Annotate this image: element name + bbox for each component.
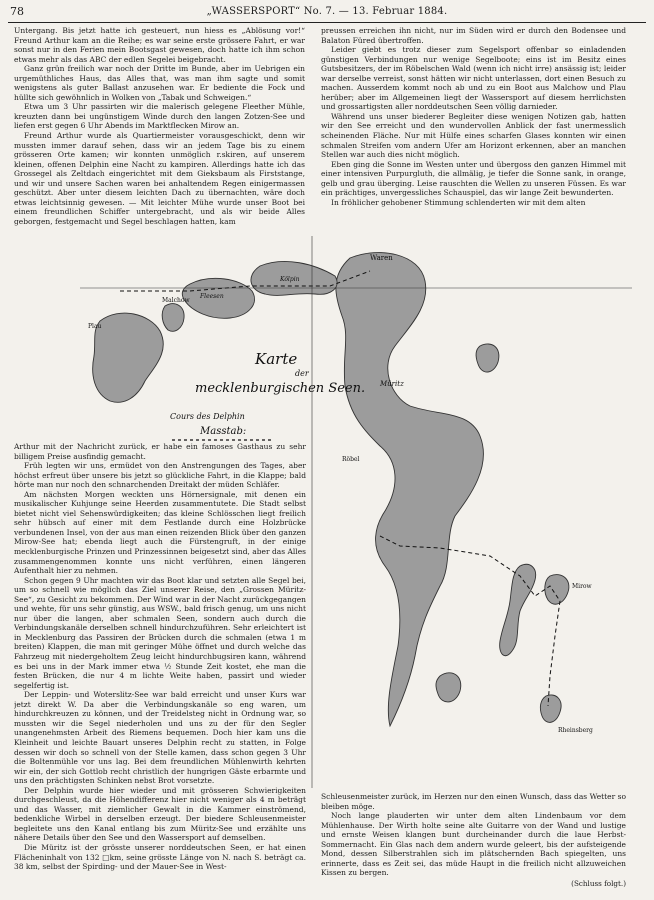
paragraph: Eben ging die Sonne im Westen unter und übergoss den ganzen Himmel mit einer intensiven Purpurgluth, die allmälig, je tiefer die Sonne sank, in orange, gelb und grau überging. Leise rauschten die Wellen zu unseren Füssen. Es war ein prächtiges, unvergessliches Schauspiel, das wir lange Zeit bewunderten. (321, 159, 626, 198)
lake-malchow (162, 304, 184, 332)
column-left-top (14, 26, 305, 234)
paragraph: Der Delphin wurde hier wieder und mit grösseren Schwierigkeiten durchgeschleust, da die Höhendifferenz hier nicht weniger als 4 m beträgt und das Wasser, mit ziemlicher Gewalt in die Kammer einströmend, bedenkliche Wirbel in derselben erzeugt. Der biedere Schleusenmeister begleitete uns den Kanal entlang bis zum Müritz-See und erzählte uns nähere Details über den See und den Wassersport auf demselben. (14, 785, 306, 843)
map-scale-label: Masstab: (200, 426, 247, 437)
lake-small-east (476, 344, 499, 372)
lake-mirow (545, 575, 569, 605)
label-mirow: Mirow (572, 583, 592, 590)
paragraph: Schleusenmeister zurück, im Herzen nur den einen Wunsch, dass das Wetter so bleiben möge. (321, 792, 626, 811)
paragraph: Früh legten wir uns, ermüdet von den Anstrengungen des Tages, aber höchst erfreut über unsere bis jetzt so glückliche Fahrt, in die Klappe; bald hörte man nur noch den schnarchenden Dreitakt der müden Schläfer. (14, 461, 306, 490)
label-koelpin: Kölpin (280, 276, 300, 283)
label-roebel: Röbel (342, 456, 360, 463)
paragraph: Der Leppin- und Woterslitz-See war bald erreicht und unser Kurs war jetzt direkt W. Da aber die Verbindungskanäle so eng waren, um hindurchkreuzen zu können, und der Treidelsteg nicht in Ordnung war, so mussten wir die Segel niederholen und uns zu der für den Segler unangenehmsten Arbeit des Riemens bequemen. Doch hier kam uns die Kleinheit und leichte Bauart unseres Delphin recht zu statten, in Folge dessen wir doch so schnell von der Stelle kamen, dass schon gegen 3 Uhr die Boltenmühle vor uns lag. Bei dem freundlichen Mühlenwirth kehrten wir ein, der sich Gottlob recht christlich der hungrigen Gäste erbarmte und uns den prächtigsten Schinken nebst Brot vorsetzte. (14, 690, 306, 786)
label-muritz: Müritz (380, 380, 404, 388)
paragraph: preussen erreichen ihn nicht, nur im Süden wird er durch den Bodensee und Balaton Füred übertroffen. (321, 26, 626, 45)
label-waren: Waren (370, 254, 393, 262)
map-title-line3: mecklenburgischen Seen. (195, 381, 366, 396)
page-number: 78 (10, 5, 24, 18)
lake-plau (93, 313, 164, 402)
map-title-line2: der (295, 369, 309, 378)
label-rheinsberg: Rheinsberg (558, 727, 593, 734)
page-header (8, 4, 646, 23)
masthead-title: „WASSERSPORT“ No. 7. — 13. Februar 1884. (206, 6, 448, 17)
column-left-bottom (14, 442, 306, 894)
lake-muritz (336, 253, 484, 726)
label-malchow: Malchow (162, 297, 190, 304)
paragraph: Arthur mit der Nachricht zurück, er habe ein famoses Gasthaus zu sehr billigem Preise ausfindig gemacht. (14, 442, 306, 461)
map-route-legend: Cours des Delphin (170, 412, 245, 421)
lake-rheinsberg (540, 695, 561, 722)
column-right-top (321, 26, 626, 234)
paragraph: Etwa um 3 Uhr passirten wir die malerisch gelegene Fleether Mühle, kreuzten dann bei ungünstigem Winde durch den langen Zotzen-See und liefen erst gegen 6 Uhr Abends im Marktflecken Mirow an. (14, 102, 305, 131)
paragraph: In fröhlicher gehobener Stimmung schlenderten wir mit dem alten (331, 197, 586, 207)
paragraph: Leider giebt es trotz dieser zum Segelsport offenbar so einladenden günstigen Verbindungen nur wenige Segelboote; eins ist im Besitz eines Gutsbesitzers, der im Röbelschen Wald (wenn ich nicht irre) ansässig ist; leider war derselbe verreist, sonst hätten wir nicht unterlassen, dort einen Besuch zu machen. Ausserdem kommt noch ab und zu ein Boot aus Malchow und Plau herüber; aber im Allgemeinen liegt der Wassersport auf diesem herrlichsten und grossartigsten aller norddeutschen Seen völlig darnieder. (321, 45, 626, 112)
paragraph: Während uns unser biederer Begleiter diese wenigen Notizen gab, hatten wir den See erreicht und den wundervollen Anblick der fast unermesslich scheinenden Fläche. Nur mit Hülfe eines scharfen Glases konnten wir einen schmalen Streifen vom andern Ufer am Horizont erkennen, aber an manchen Stellen war auch dies nicht möglich. (321, 111, 626, 160)
paragraph: Die Müritz ist der grösste unserer norddeutschen Seen, er hat einen Flächeninhalt von 132 □km, seine grösste Länge von N. nach S. beträgt ca. 38 km, selbst der Spirding- und der Mauer-See in West- (14, 842, 306, 872)
paragraph: Ganz grün freilich war noch der Dritte im Bunde, aber im Uebrigen ein urgemüthliches Haus, das Alles that, was man ihm sagte und somit wenigstens als guter Ballast anzusehen war. Er bediente die Fock und hüllte sich gewöhnlich in Wolken von „Tabak und Schweigen.“ (14, 64, 305, 102)
paragraph: Noch lange plauderten wir unter dem alten Lindenbaum vor dem Mühlenhause. Der Wirth holte seine alte Guitarre von der Wand und lustige und ernste Weisen klangen bunt durcheinander durch die laue Herbst-Sommernacht. Ein Glas nach dem andern wurde geleert, bis der aufsteigende Mond, dessen Silberstrahlen sich im plätschernden Bach spiegelten, uns erinnerte, dass es Zeit sei, das müde Haupt in die freilich nicht allzuweichen Kissen zu bergen. (321, 811, 626, 878)
lake-small-south (436, 673, 461, 702)
map-title-line1: Karte (255, 350, 298, 368)
continuation-note: (Schluss folgt.) (571, 878, 626, 888)
paragraph: Schon gegen 9 Uhr machten wir das Boot klar und setzten alle Segel bei, um so schnell wie möglich das Ziel unserer Reise, den „Grossen Müritz-See“, zu Gesicht zu bekommen. Der Wind war in der Nacht zurückgegangen und wehte, für uns sehr günstig, aus WSW., bald frisch genug, um uns nicht nur über die langen, aber schmalen Seen, sondern auch durch die Verbindungskanäle derselben schnell hindurchzuführen. Sehr erleichtert ist in Mecklenburg das Passiren der Brücken durch die schmalen (etwa 1 m breiten) Klappen, die man mit geringer Mühe öffnet und durch welche das Fahrzeug mit niedergeholtem Zeug leicht hindurchbugsiren kann, während es bei uns in der Mark immer etwa ½ Stunde Zeit kostet, ehe man die festen Brücken, die nur 4 m lichte Weite haben, passirt und wieder segelfertig ist. (14, 575, 306, 690)
label-plau: Plau (88, 323, 102, 330)
label-fleesen: Fleesen (200, 293, 224, 300)
paragraph: Untergang. Bis jetzt hatte ich gesteuert, nun hiess es „Ablösung vor!“ Freund Arthur kam an die Reihe; es war seine erste grössere Fahrt, er war sonst nur in den Ferien mein Bootsgast gewesen, doch hatte ich ihm schon etwas mehr als das ABC der edlen Segelei beigebracht. (14, 26, 305, 64)
paragraph: Freund Arthur wurde als Quartiermeister vorausgeschickt, denn wir mussten immer darauf sehen, dass wir an jedem Tage bis zu einem grösseren Orte kamen; wir konnten unmöglich r.skiren, auf unserem kleinen, offenen Delphin eine Nacht zu kampiren. Allerdings hatte ich das Grossegel als Zeltdach eingerichtet mit dem Gieksbaum als Firststange, und wir und unsere Sachen waren bei anhaltendem Regen einigermassen geschützt. Aber unter diesem leichten Dach zu übernachten, wäre doch etwas leichtsinnig gewesen. — Mit leichter Mühe wurde unser Boot bei einem freundlichen Schiffer untergebracht, und als wir beide Alles geborgen, festgemacht und Segel beschlagen hatten, kam (14, 131, 305, 226)
lake-chain-south (500, 564, 536, 655)
column-right-bottom (321, 792, 626, 892)
paragraph: Am nächsten Morgen weckten uns Hörnersignale, mit denen ein musikalischer Kuhjunge seine Heerden zusammentutete. Die Stadt selbst bietet nicht viel Sehenswürdigkeiten; das kleine Schlösschen liegt freilich sehr hübsch auf einer mit dem Festlande durch eine Holzbrücke verbundenen Insel, von der aus man einen reizenden Blick über den ganzen Mirow-See hat; ebenda liegt auch die Fürstengruft, in der einige mecklenburgische Prinzen und Prinzessinnen beigesetzt sind, aber das Alles zusammengenommen konnte uns nicht verführen, einen längeren Aufenthalt hier zu nehmen. (14, 489, 306, 576)
